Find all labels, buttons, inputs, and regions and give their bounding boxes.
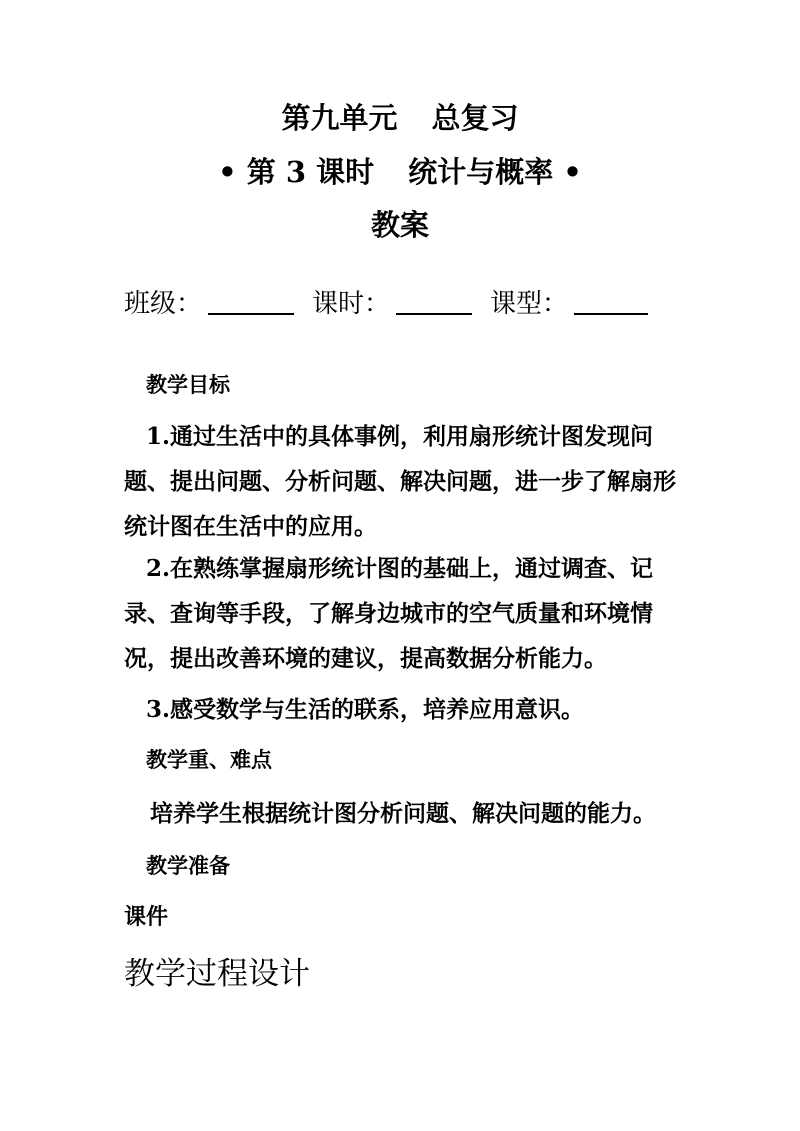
key-points-text: 培养学生根据统计图分析问题、解决问题的能力。 <box>150 800 656 827</box>
type-label: 课型： <box>490 289 569 319</box>
lesson-number: • 第 3 课时 <box>218 155 375 189</box>
period-label: 课时： <box>312 289 391 319</box>
doc-type-title: 教案 <box>370 208 429 242</box>
objective-item-1: 1.通过生活中的具体事例，利用扇形统计图发现问题、提出问题、分析问题、解决问题，进一步了解扇形统计图在生活中的应用。 <box>124 423 676 540</box>
lesson-title <box>0 152 800 192</box>
unit-topic: 总复习 <box>431 101 519 135</box>
lesson-topic: 统计与概率 • <box>408 155 582 189</box>
key-points-heading: 教学重、难点 <box>146 747 272 772</box>
process-title: 教学过程设计 <box>124 956 310 992</box>
class-label: 班级： <box>124 289 203 319</box>
info-fields <box>124 282 666 326</box>
preparation-heading: 教学准备 <box>146 853 230 878</box>
objective-item-3: 3.感受数学与生活的联系，培养应用意识。 <box>146 696 585 723</box>
type-blank <box>574 282 648 315</box>
unit-name: 第九单元 <box>281 101 398 135</box>
period-blank <box>396 282 472 315</box>
unit-title <box>0 98 800 138</box>
objectives-heading: 教学目标 <box>146 372 230 397</box>
class-blank <box>208 282 294 315</box>
objective-item-2: 2.在熟练掌握扇形统计图的基础上，通过调查、记录、查询等手段，了解身边城市的空气质量和环境情况，提出改善环境的建议，提高数据分析能力。 <box>124 555 654 672</box>
preparation-text: 课件 <box>124 904 169 930</box>
